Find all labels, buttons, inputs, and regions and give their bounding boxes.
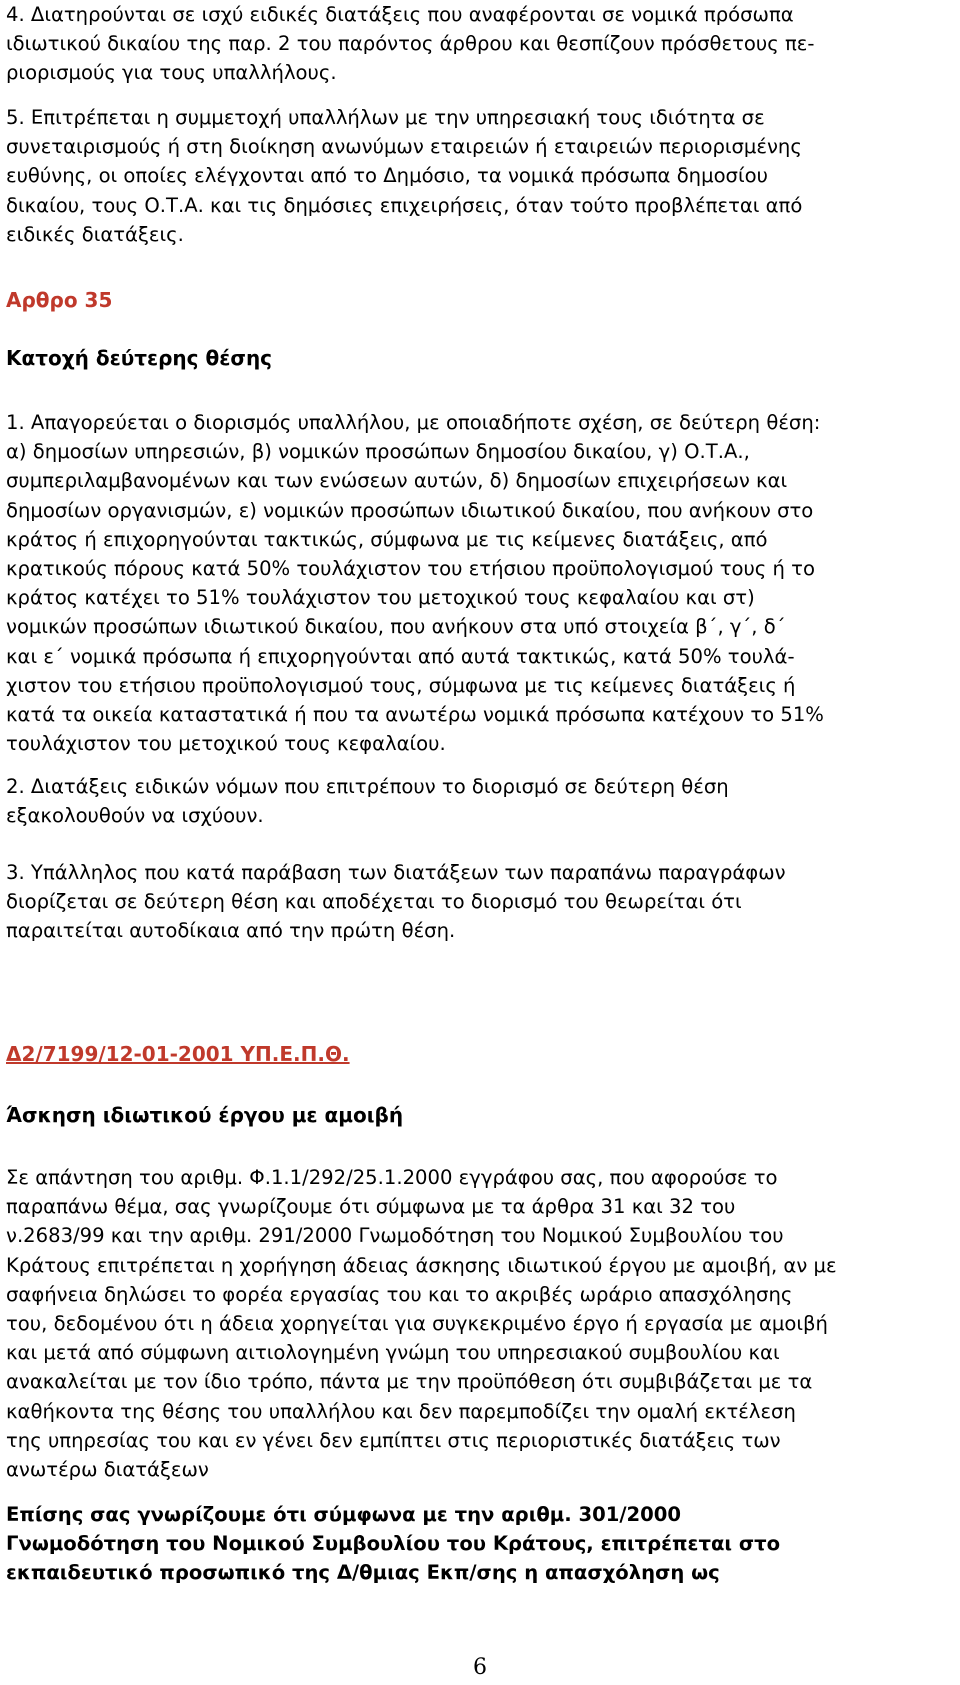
article-35-paragraph-2: 2. Διατάξεις ειδικών νόμων που επιτρέπουν το διορισμό σε δεύτερη θέση εξακολουθούν να ισχύουν.	[6, 775, 729, 828]
page-number: 6	[473, 1655, 487, 1680]
bold-closing-paragraph: Επίσης σας γνωρίζουμε ότι σύμφωνα με την αριθμ. 301/2000 Γνωμοδότηση του Νομικού Συμβουλίου του Κράτους, επιτρέπεται στο εκπαιδευτικό προσωπικό της Δ/θμιας Εκπ/σης η απασχόληση ως	[6, 1503, 781, 1585]
paragraph-5: 5. Επιτρέπεται η συμμετοχή υπαλλήλων με την υπηρεσιακή τους ιδιότητα σε συνεταιρισμούς ή στη διοίκηση ανωνύμων εταιρειών ή εταιρειών περιορισμένης ευθύνης, οι οποίες ελέγχονται από το Δημόσιο, τα νομικά πρόσωπα δημοσίου δικαίου, τους Ο.Τ.Α. και τις δημόσιες επιχειρήσεις, όταν τούτο προβλέπεται από ειδικές διατάξεις.	[6, 106, 803, 246]
circular-reference-link[interactable]: Δ2/7199/12-01-2001 ΥΠ.Ε.Π.Θ.	[6, 1042, 350, 1066]
article-35-paragraph-1: 1. Απαγορεύεται ο διορισμός υπαλλήλου, με οποιαδήποτε σχέση, σε δεύτερη θέση: α) δημοσίων υπηρεσιών, β) νομικών προσώπων δημοσίου δικαίου, γ) Ο.Τ.Α., συμπεριλαμβανομένων και των ενώσεων αυτών, δ) δημοσίων επιχειρήσεων και δημοσίων οργανισμών, ε) νομικών προσώπων ιδιωτικού δικαίου, που ανήκουν στο κράτος ή επιχορηγούνται τακτικώς, σύμφωνα με τις κείμενες διατάξεις, από κρατικούς πόρους κατά 50% τουλάχιστον του ετήσιου προϋπολογισμού τους ή το κράτος κατέχει το 51% τουλάχιστον του μετοχικού τους κεφαλαίου και στ) νομικών προσώπων ιδιωτικού δικαίου, που ανήκουν στα υπό στοιχεία β΄, γ΄, δ΄ και ε΄ νομικά πρόσωπα ή επιχορηγούνται από αυτά τακτικώς, κατά 50% τουλά- χιστον του ετήσιου προϋπολογισμού τους, σύμφωνα με τις κείμενες διατάξεις ή κατά τα οικεία καταστατικά ή που τα ανωτέρω νομικά πρόσωπα κατέχουν το 51% τουλάχιστον του μετοχικού τους κεφαλαίου.	[6, 411, 824, 756]
circular-title: Άσκηση ιδιωτικού έργου με αμοιβή	[6, 1103, 404, 1127]
paragraph-4: 4. Διατηρούνται σε ισχύ ειδικές διατάξεις που αναφέρονται σε νομικά πρόσωπα ιδιωτικού δικαίου της παρ. 2 του παρόντος άρθρου και θεσπίζουν πρόσθετους πε- ριορισμούς για τους υπαλλήλους.	[6, 3, 815, 85]
answer-paragraph: Σε απάντηση του αριθμ. Φ.1.1/292/25.1.2000 εγγράφου σας, που αφορούσε το παραπάνω θέμα, σας γνωρίζουμε ότι σύμφωνα με τα άρθρα 31 και 32 του ν.2683/99 και την αριθμ. 291/2000 Γνωμοδότηση του Νομικού Συμβουλίου του Κράτους επιτρέπεται η χορήγηση άδειας άσκησης ιδιωτικού έργου με αμοιβή, αν με σαφήνεια δηλώσει το φορέα εργασίας του και το ακριβές ωράριο απασχόλησης του, δεδομένου ότι η άδεια χορηγείται για συγκεκριμένο έργο ή εργασία με αμοιβή και μετά από σύμφωνη αιτιολογημένη γνώμη του υπηρεσιακού συμβουλίου και ανακαλείται με τον ίδιο τρόπο, πάντα με την προϋπόθεση ότι συμβιβάζεται με τα καθήκοντα της θέσης του υπαλλήλου και δεν παρεμποδίζει την ομαλή εκτέλεση της υπηρεσίας του και εν γένει δεν εμπίπτει στις περιοριστικές διατάξεις των ανωτέρω διατάξεων	[6, 1166, 837, 1482]
article-35-paragraph-3: 3. Υπάλληλος που κατά παράβαση των διατάξεων των παραπάνω παραγράφων διορίζεται σε δεύτερη θέση και αποδέχεται το διορισμό του θεωρείται ότι παραιτείται αυτοδίκαια από την πρώτη θέση.	[6, 861, 786, 943]
article-title: Κατοχή δεύτερης θέσης	[6, 346, 273, 370]
article-heading: Αρθρο 35	[6, 288, 113, 312]
